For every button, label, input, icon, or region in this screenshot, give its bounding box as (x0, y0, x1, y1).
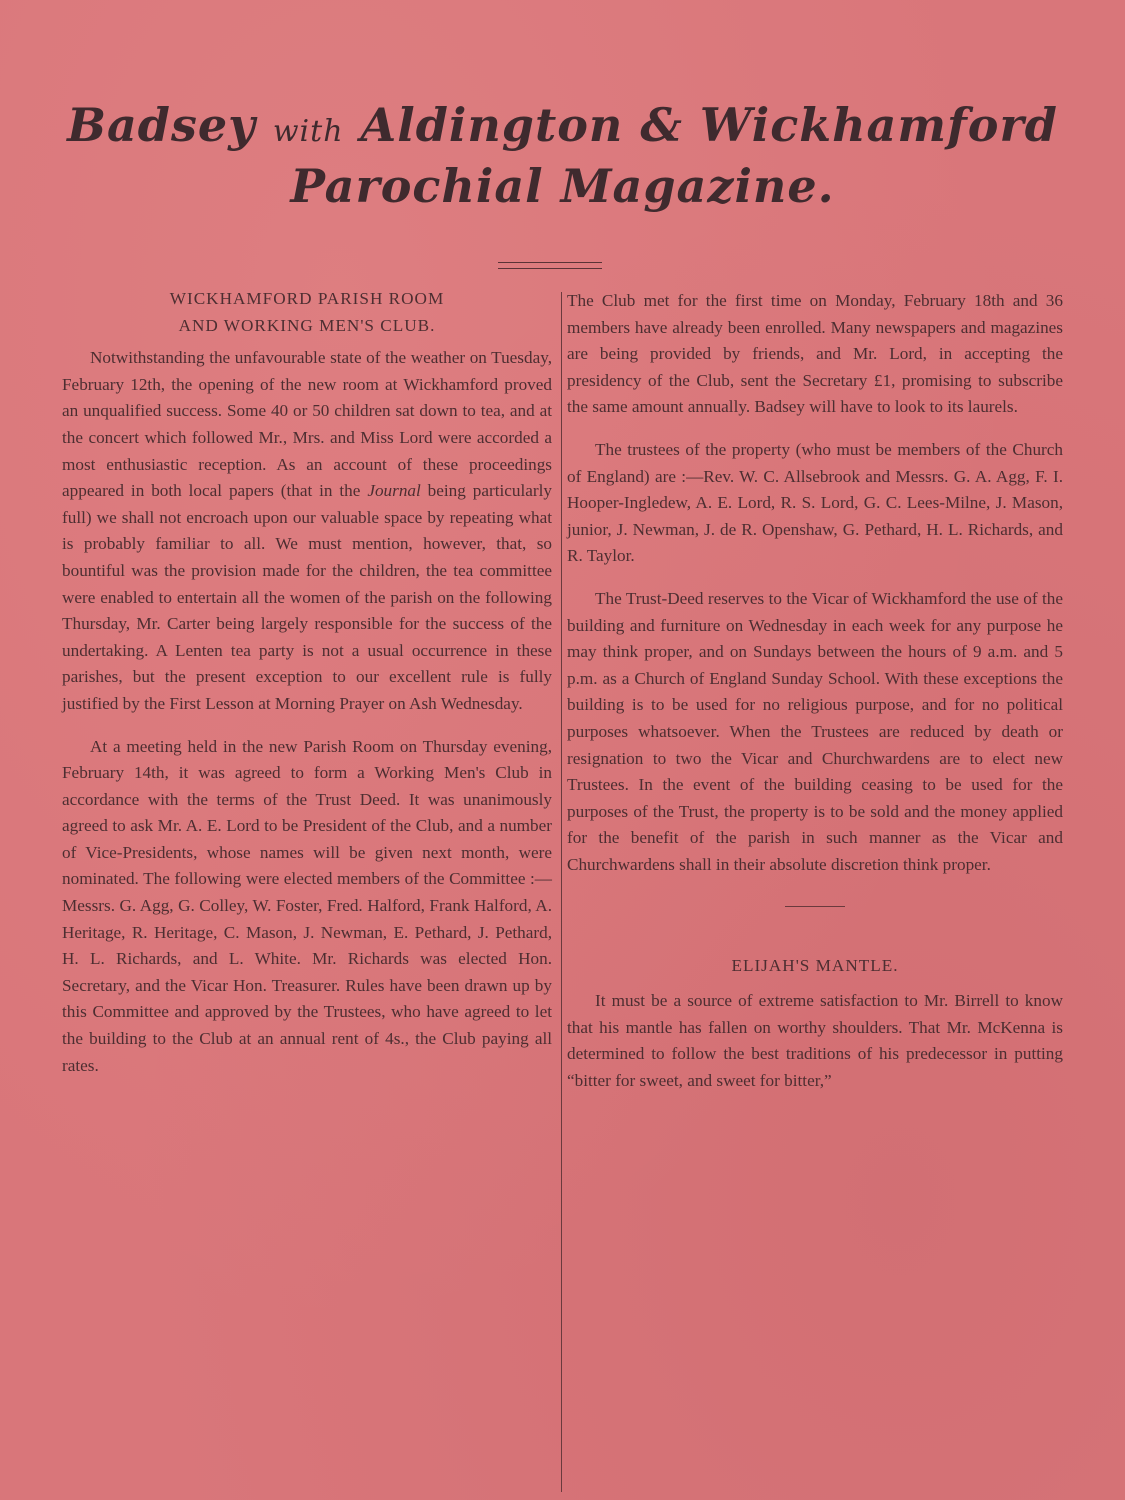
section-rule (785, 906, 845, 907)
paragraph-opening-part-1: Notwithstanding the unfavourable state of the weather on Tuesday, February 12th, the opening of the new room at Wickhamford proved an unqualified success. Some 40 or 50 children sat down to tea, and at the concert which followed Mr., Mrs. and Miss Lord were accorded a most enthusiastic reception. As an account of these proceedings appeared in both local papers (that in the (62, 348, 552, 501)
article-heading-parish-room-line-2: AND WORKING MEN'S CLUB. (178, 315, 436, 335)
paragraph-opening (62, 345, 552, 717)
article-heading-parish-room-line-1: WICKHAMFORD PARISH ROOM (169, 289, 445, 308)
right-column (567, 288, 1063, 1094)
left-column (62, 288, 552, 1079)
journal-italic: Journal (367, 481, 421, 501)
masthead-aldington-wickhamford: Aldington & Wickhamford (360, 98, 1058, 152)
column-divider (561, 292, 562, 1492)
paragraph-meeting: At a meeting held in the new Parish Room on Thursday evening, February 14th, it was agreed to form a Working Men's Club in accordance with the terms of the Trust Deed. It was unanimously agreed to ask Mr. A. E. Lord to be President of the Club, and a number of Vice-Presidents, whose names will be given next month, were nominated. The following were elected members of the Committee :—Messrs. G. Agg, G. Colley, W. Foster, Fred. Halford, Frank Halford, A. Heritage, R. Heritage, C. Mason, J. Newman, E. Pethard, J. Pethard, H. L. Richards, and L. White. Mr. Richards was elected Hon. Secretary, and the Vicar Hon. Treasurer. Rules have been drawn up by this Committee and approved by the Trustees, who have agreed to let the building to the Club at an annual rent of 4s., the Club paying all rates. (62, 736, 552, 1075)
masthead-double-rule (498, 262, 602, 269)
masthead-badsey: Badsey (67, 98, 256, 152)
masthead-with: with (272, 114, 344, 149)
masthead-line-1 (0, 95, 1125, 156)
article-heading-elijahs-mantle: ELIJAH'S MANTLE. (731, 956, 899, 976)
paragraph-trust-deed: The Trust-Deed reserves to the Vicar of Wickhamford the use of the building and furniture on Wednesday in each week for any purpose he may think proper, and on Sundays between the hours of 9 a.m. and 5 p.m. as a Church of England Sunday School. With these exceptions the building is to be used for no religious purpose, and for no political purposes whatsoever. When the Trustees are reduced by death or resignation to two the Vicar and Churchwardens are to elect new Trustees. In the event of the building ceasing to be used for the purposes of the Trust, the property is to be sold and the money applied for the benefit of the parish in such manner as the Vicar and Churchwardens shall in their absolute discretion think proper. (567, 588, 1063, 874)
paragraph-opening-part-2: being particularly full) we shall not encroach upon our valuable space by repeating what is probably familiar to all. We must mention, however, that, so bountiful was the provision made for the children, the tea committee were enabled to entertain all the women of the parish on the following Thursday, Mr. Carter being largely responsible for the success of the undertaking. A Lenten tea party is not a usual occurrence in these parishes, but the present exception to our excellent rule is fully justified by the First Lesson at Morning Prayer on Ash Wednesday. (62, 481, 552, 713)
paragraph-trustees: The trustees of the property (who must be members of the Church of England) are :—Rev. W. C. Allsebrook and Messrs. G. A. Agg, F. I. Hooper-Ingledew, A. E. Lord, R. S. Lord, G. C. Lees-Milne, J. Mason, junior, J. Newman, J. de R. Openshaw, G. Pethard, H. L. Richards, and R. Taylor. (567, 439, 1063, 566)
paragraph-club-met: The Club met for the first time on Monday, February 18th and 36 members have already been enrolled. Many newspapers and magazines are being provided by friends, and Mr. Lord, in accepting the presidency of the Club, sent the Secretary £1, promising to subscribe the same amount annually. Badsey will have to look to its laurels. (567, 291, 1063, 417)
masthead-line-2: Parochial Magazine. (290, 158, 835, 213)
paragraph-elijahs-mantle: It must be a source of extreme satisfaction to Mr. Birrell to know that his mantle has fallen on worthy shoulders. That Mr. McKenna is determined to follow the best traditions of his predecessor in putting “bitter for sweet, and sweet for bitter,” (567, 991, 1063, 1090)
masthead (0, 95, 1125, 216)
